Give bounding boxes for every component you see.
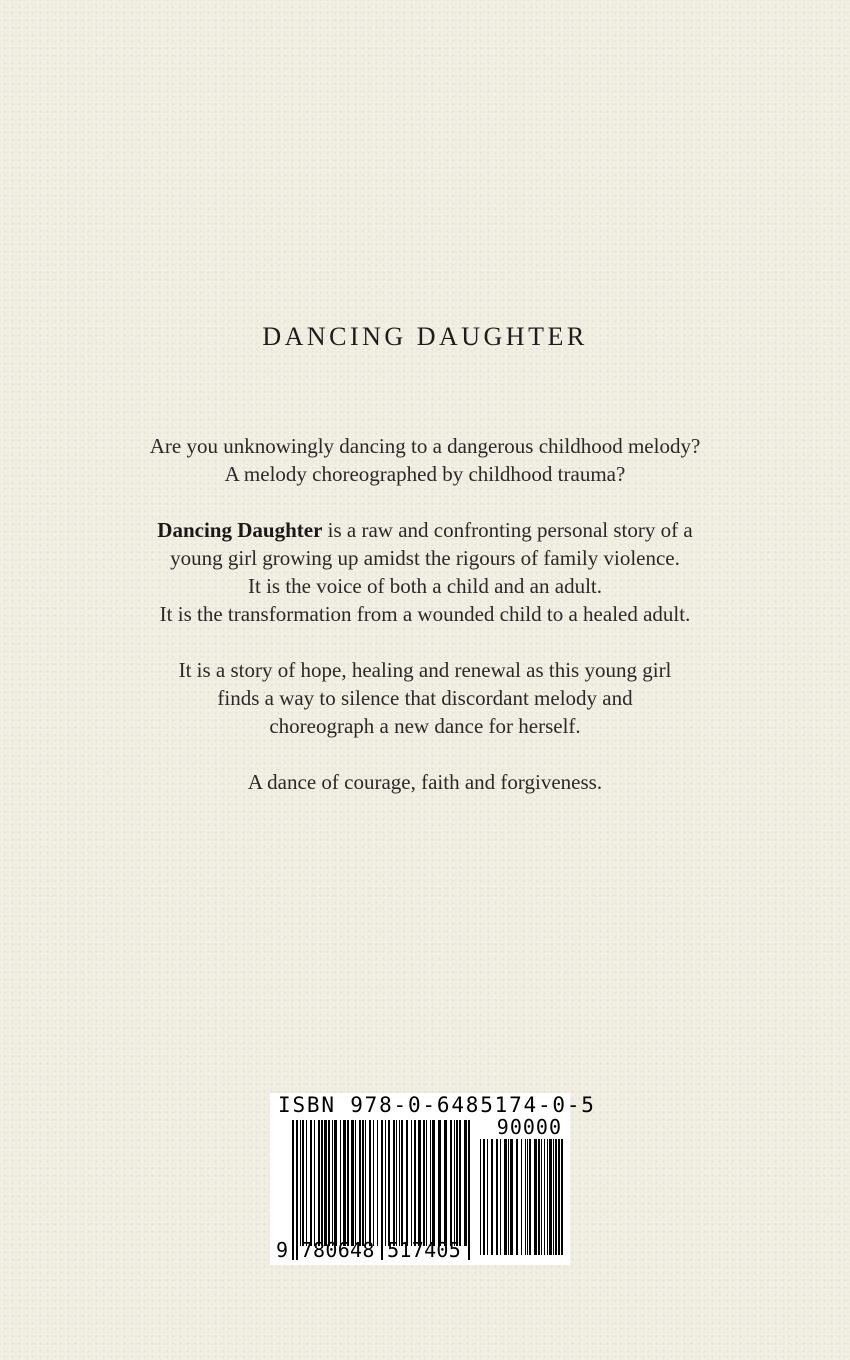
barcode-bar [423, 1120, 425, 1246]
barcode-bar [529, 1139, 531, 1255]
barcode-bar [432, 1120, 435, 1246]
barcode-bar [321, 1120, 323, 1246]
barcode-bar [396, 1120, 397, 1246]
barcode-bar [510, 1139, 513, 1255]
blurb [0, 432, 850, 824]
barcode-bar [324, 1120, 327, 1246]
barcode-bar [468, 1120, 470, 1260]
barcode-bar [369, 1120, 371, 1246]
blurb-line: Are you unknowingly dancing to a dangerous childhood melody? [149, 434, 701, 458]
barcode-bar [430, 1120, 431, 1246]
barcode-bar [496, 1139, 498, 1255]
barcode-bar [306, 1120, 307, 1246]
book-title: DANCING DAUGHTER [262, 322, 588, 351]
barcode-bar [558, 1139, 560, 1255]
blurb-bold-title: Dancing Daughter [157, 518, 323, 542]
price-code: 90000 [496, 1115, 562, 1139]
barcode-bar [561, 1139, 563, 1255]
blurb-line-rest: is a raw and confronting personal story of a [322, 518, 693, 542]
barcode-bar [355, 1120, 356, 1246]
barcode-bar [544, 1139, 545, 1255]
blurb-paragraph-4 [0, 768, 850, 796]
barcode-bar [504, 1139, 507, 1255]
barcode-bar [483, 1139, 485, 1255]
barcode-bar [414, 1120, 416, 1246]
barcode-bar [547, 1139, 548, 1255]
barcode-bar [450, 1120, 452, 1246]
barcode-bar [438, 1120, 441, 1246]
barcode-bar [359, 1120, 361, 1246]
barcode-bar [541, 1139, 542, 1255]
barcode-bar [527, 1139, 528, 1255]
barcode-bar [388, 1120, 390, 1246]
blurb-line: choreograph a new dance for herself. [269, 714, 581, 738]
barcode-bar [340, 1120, 341, 1246]
barcode-bar [399, 1120, 400, 1246]
barcode-bar [332, 1120, 333, 1246]
barcode-bar [500, 1139, 501, 1255]
barcode-bar [538, 1139, 540, 1255]
blurb-line: It is the transformation from a wounded child to a healed adult. [159, 602, 691, 626]
barcode-bar [314, 1120, 315, 1246]
barcode-bar [302, 1120, 304, 1246]
barcode-bar [444, 1120, 447, 1246]
barcode-bar [459, 1120, 461, 1246]
barcode-bar [393, 1120, 395, 1246]
blurb-line: A dance of courage, faith and forgiveness. [247, 770, 603, 794]
barcode-bar [553, 1139, 554, 1255]
barcode-bar [362, 1120, 364, 1246]
barcode-bar [487, 1139, 488, 1255]
barcode-bar [516, 1139, 518, 1255]
barcode-bar [385, 1120, 386, 1246]
blurb-line [0, 516, 850, 544]
blurb-line: It is a story of hope, healing and renewal as this young girl [178, 658, 672, 682]
barcode-bar [549, 1139, 552, 1255]
barcode-bar [418, 1120, 421, 1246]
barcode-bar [377, 1120, 378, 1246]
blurb-paragraph-1 [0, 432, 850, 488]
barcode-bar [426, 1120, 427, 1246]
barcode-bar [365, 1120, 366, 1246]
barcode-bar [555, 1139, 557, 1255]
barcode-bar [318, 1120, 320, 1246]
barcode-bar [347, 1120, 349, 1246]
barcode-bar [491, 1139, 493, 1255]
barcode-bar [521, 1139, 522, 1255]
barcode-bar [310, 1120, 312, 1246]
barcode-bar [480, 1139, 481, 1255]
barcode-bar [406, 1120, 408, 1246]
barcode-bar [456, 1120, 458, 1246]
barcode-bar [464, 1120, 467, 1246]
barcode-bar [328, 1120, 330, 1246]
barcode-bar [534, 1139, 537, 1255]
blurb-line: finds a way to silence that discordant melody and [217, 686, 633, 710]
barcode-digits: 9 780648 517405 [276, 1238, 462, 1262]
blurb-line: It is the voice of both a child and an adult. [248, 574, 602, 598]
barcode-bar [411, 1120, 412, 1246]
barcode-bar [300, 1120, 301, 1246]
barcode-bar [525, 1139, 526, 1255]
blurb-paragraph-3 [0, 656, 850, 740]
isbn-label: ISBN 978-0-6485174-0-5 [278, 1093, 596, 1117]
barcode-bar [351, 1120, 354, 1246]
blurb-paragraph-2 [0, 516, 850, 628]
barcode-bar [343, 1120, 346, 1246]
blurb-line: young girl growing up amidst the rigours of family violence. [170, 546, 680, 570]
barcode-bar [401, 1120, 403, 1246]
barcode-bar [454, 1120, 455, 1246]
barcode-bar [334, 1120, 337, 1246]
blurb-line: A melody choreographed by childhood trauma? [224, 462, 626, 486]
barcode-bar [508, 1139, 509, 1255]
barcode-bar [373, 1120, 374, 1246]
isbn-barcode [270, 1093, 596, 1265]
